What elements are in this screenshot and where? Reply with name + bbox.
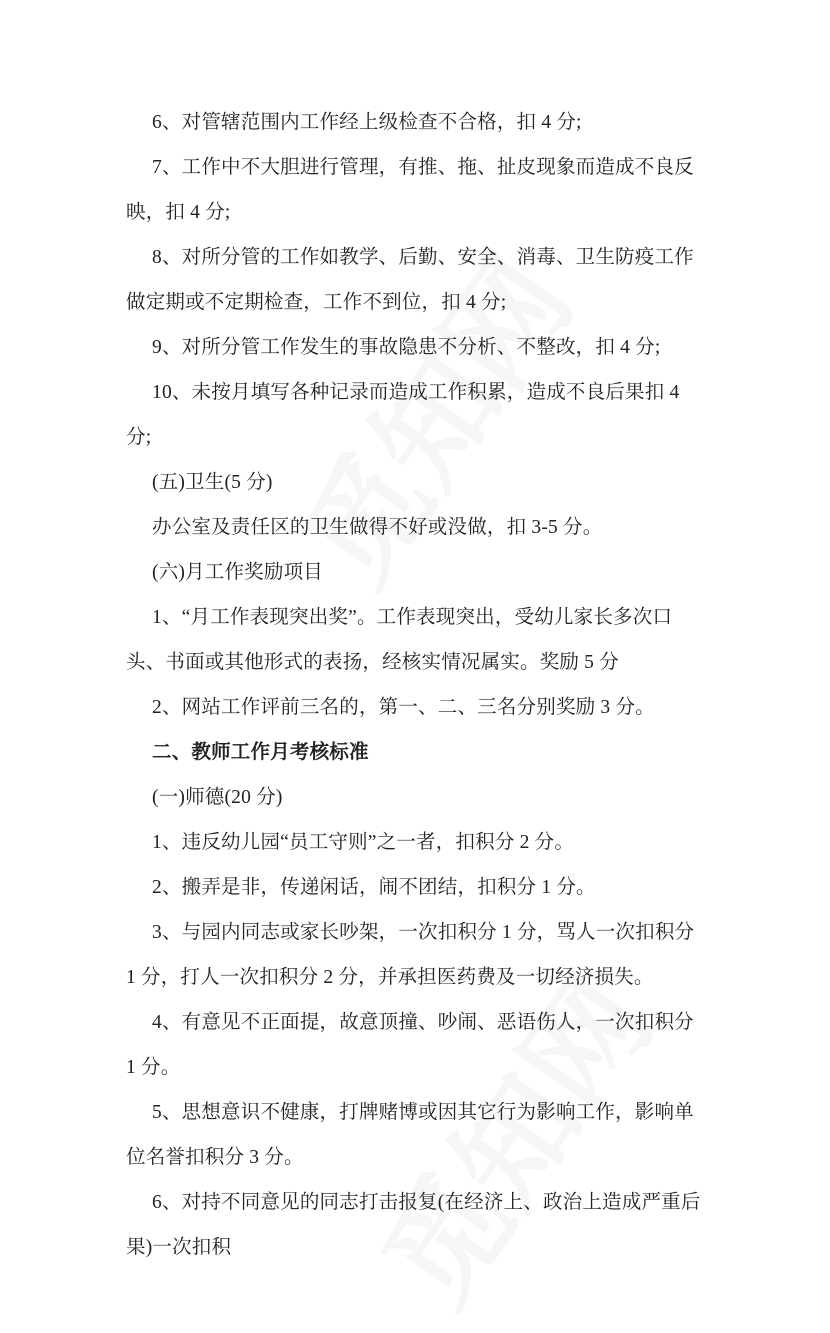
paragraph: (五)卫生(5 分) bbox=[152, 472, 273, 493]
paragraph: 2、搬弄是非，传递闲话，闹不团结，扣积分 1 分。 bbox=[152, 877, 596, 898]
paragraph: 9、对所分管工作发生的事故隐患不分析、不整改，扣 4 分; bbox=[152, 337, 661, 358]
paragraph: 1、违反幼儿园“员工守则”之一者，扣积分 2 分。 bbox=[152, 832, 575, 853]
paragraph: 4、有意见不正面提，故意顶撞、吵闹、恶语伤人，一次扣积分 1 分。 bbox=[126, 1012, 694, 1078]
paragraph: 5、思想意识不健康，打牌赌博或因其它行为影响工作，影响单位名誉扣积分 3 分。 bbox=[126, 1102, 694, 1168]
paragraph: 7、工作中不大胆进行管理，有推、拖、扯皮现象而造成不良反映，扣 4 分; bbox=[126, 157, 694, 223]
paragraph: (六)月工作奖励项目 bbox=[152, 562, 323, 583]
paragraph: (一)师德(20 分) bbox=[152, 787, 283, 808]
section-heading: 二、教师工作月考核标准 bbox=[152, 742, 369, 763]
paragraph: 办公室及责任区的卫生做得不好或没做，扣 3-5 分。 bbox=[152, 517, 603, 538]
paragraph: 2、网站工作评前三名的，第一、二、三名分别奖励 3 分。 bbox=[152, 697, 655, 718]
document-page bbox=[126, 100, 708, 1270]
paragraph: 6、对持不同意见的同志打击报复(在经济上、政治上造成严重后果)一次扣积 bbox=[126, 1192, 701, 1258]
paragraph: 10、未按月填写各种记录而造成工作积累，造成不良后果扣 4 分; bbox=[126, 382, 680, 448]
paragraph: 3、与园内同志或家长吵架，一次扣积分 1 分，骂人一次扣积分 1 分，打人一次扣积分 2 分，并承担医药费及一切经济损失。 bbox=[126, 922, 695, 988]
paragraph: 1、“月工作表现突出奖”。工作表现突出，受幼儿家长多次口头、书面或其他形式的表扬，经核实情况属实。奖励 5 分 bbox=[126, 607, 673, 673]
paragraph: 6、对管辖范围内工作经上级检查不合格，扣 4 分; bbox=[152, 112, 582, 133]
paragraph: 8、对所分管的工作如教学、后勤、安全、消毒、卫生防疫工作做定期或不定期检查，工作不到位，扣 4 分; bbox=[126, 247, 694, 313]
